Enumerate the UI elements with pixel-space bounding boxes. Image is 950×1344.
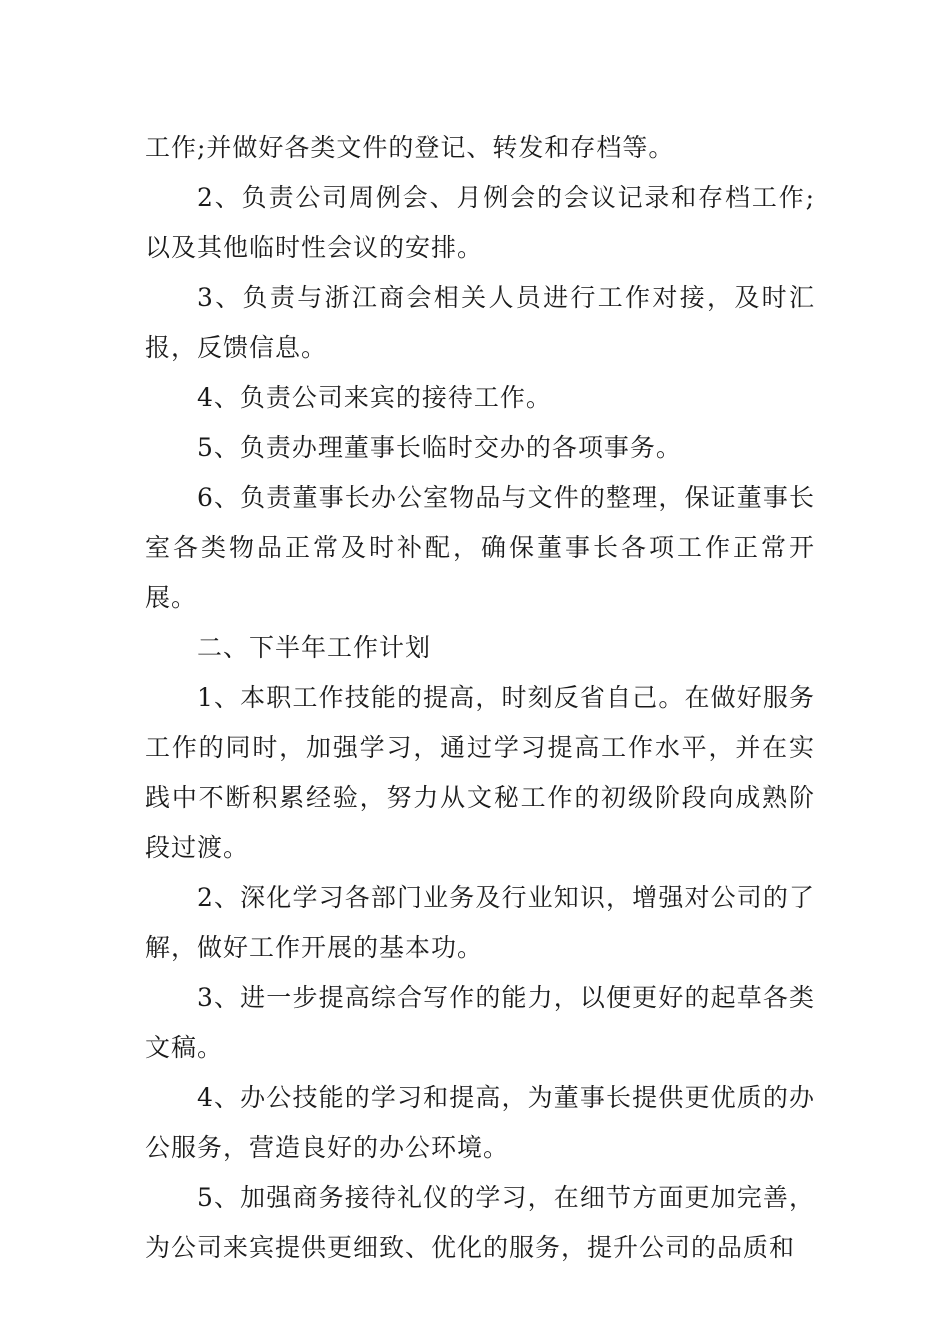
plan-item-5: 5、加强商务接待礼仪的学习，在细节方面更加完善，为公司来宾提供更细致、优化的服务，提升公司的品质和: [145, 1183, 815, 1262]
plan-item-3: 3、进一步提高综合写作的能力，以便更好的起草各类文稿。: [145, 983, 815, 1062]
section-heading-plan: 二、下半年工作计划: [197, 633, 432, 662]
plan-item-2: 2、深化学习各部门业务及行业知识，增强对公司的了解，做好工作开展的基本功。: [145, 883, 815, 962]
paragraph-item-3: 3、负责与浙江商会相关人员进行工作对接，及时汇报，反馈信息。: [145, 283, 815, 362]
paragraph-item-4: 4、负责公司来宾的接待工作。: [197, 383, 552, 412]
plan-item-4: 4、办公技能的学习和提高，为董事长提供更优质的办公服务，营造良好的办公环境。: [145, 1083, 815, 1162]
plan-item-1: 1、本职工作技能的提高，时刻反省自己。在做好服务工作的同时，加强学习，通过学习提高工作水平，并在实践中不断积累经验，努力从文秘工作的初级阶段向成熟阶段过渡。: [145, 683, 815, 862]
paragraph-continuation: 工作;并做好各类文件的登记、转发和存档等。: [145, 133, 675, 162]
paragraph-item-5: 5、负责办理董事长临时交办的各项事务。: [197, 433, 682, 462]
paragraph-item-6: 6、负责董事长办公室物品与文件的整理，保证董事长室各类物品正常及时补配，确保董事长各项工作正常开展。: [145, 483, 815, 612]
paragraph-item-2: 2、负责公司周例会、月例会的会议记录和存档工作;以及其他临时性会议的安排。: [145, 183, 815, 262]
document-body: [145, 123, 815, 1273]
